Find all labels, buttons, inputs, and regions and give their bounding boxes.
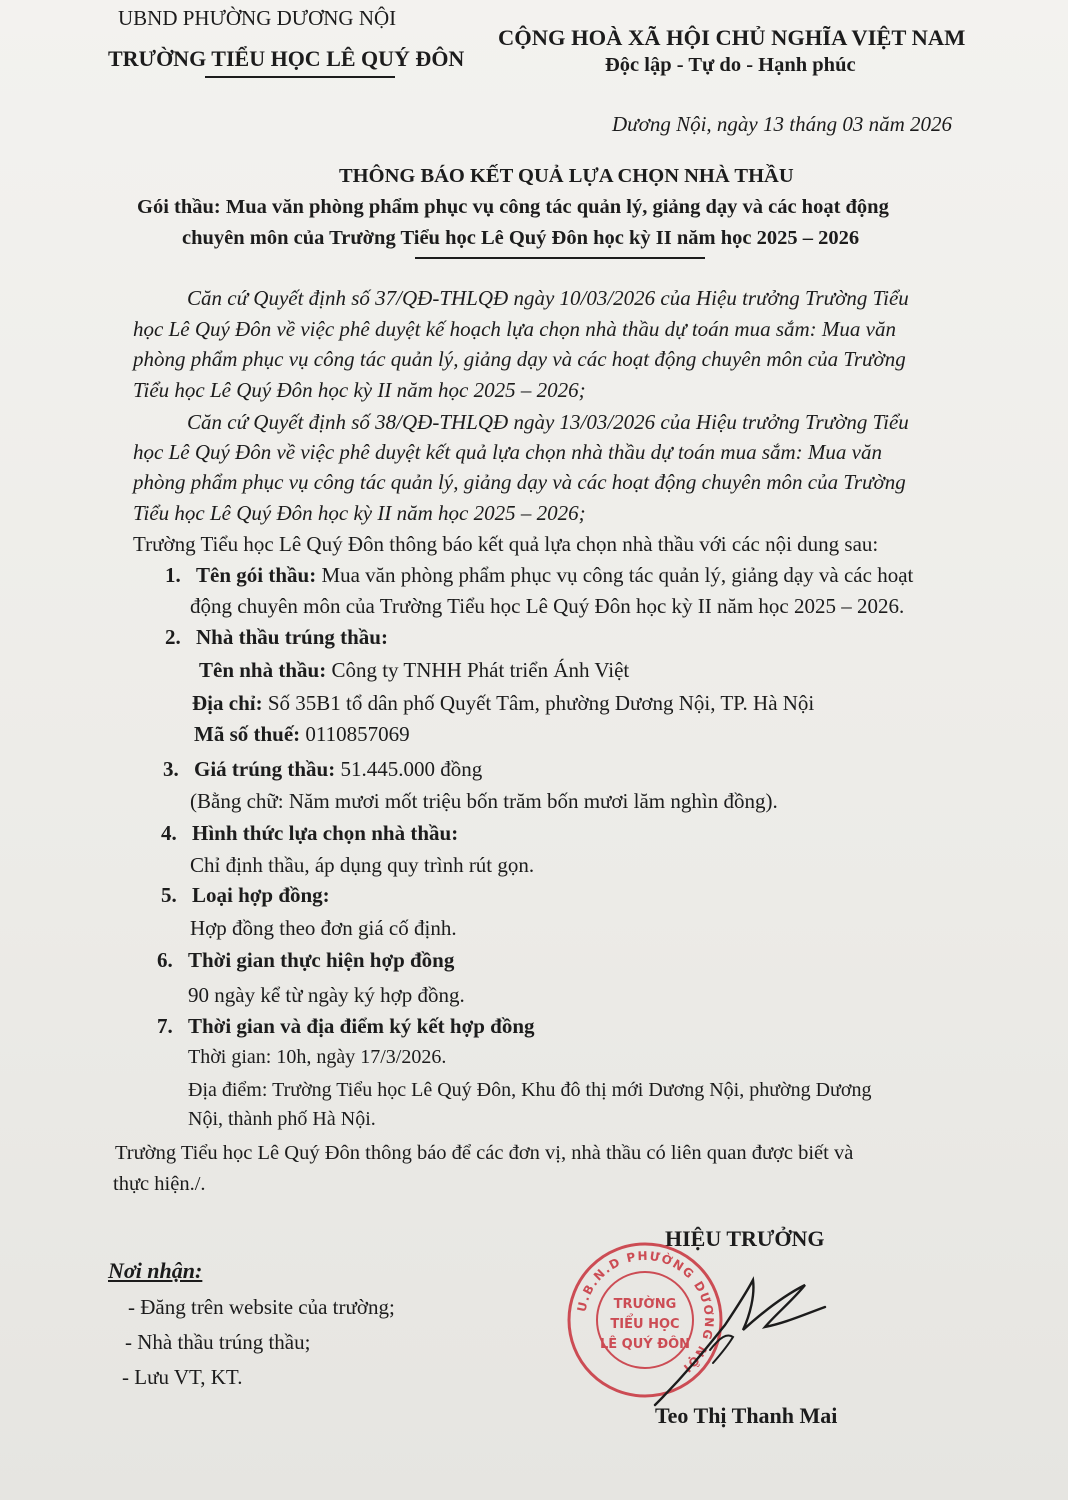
package-subtitle-line1: Gói thầu: Mua văn phòng phẩm phục vụ công tác quản lý, giảng dạy và các hoạt động <box>137 196 889 218</box>
item-continuation: Hợp đồng theo đơn giá cố định. <box>190 916 457 940</box>
basis-2-line: học Lê Quý Đôn về việc phê duyệt kết quả lựa chọn nhà thầu dự toán mua sắm: Mua văn <box>133 440 882 464</box>
contractor-name-label: Tên nhà thầu: <box>199 658 327 682</box>
item-number: 5. <box>161 883 177 907</box>
handwritten-signature <box>615 1255 845 1415</box>
signing-place-line1: Địa điểm: Trường Tiểu học Lê Quý Đôn, Khu đô thị mới Dương Nội, phường Dương <box>188 1079 872 1101</box>
closing-line2: thực hiện./. <box>113 1173 206 1195</box>
contractor-address: Số 35B1 tổ dân phố Quyết Tâm, phường Dương Nội, TP. Hà Nội <box>262 691 815 715</box>
seal-center-line: TIỂU HỌC <box>610 1317 680 1332</box>
item-number: 7. <box>157 1014 173 1038</box>
recipients-heading: Nơi nhận: <box>108 1258 203 1283</box>
document-title: THÔNG BÁO KẾT QUẢ LỰA CHỌN NHÀ THẦU <box>339 165 794 187</box>
item-label: Nhà thầu trúng thầu: <box>196 625 388 649</box>
nation-title: CỘNG HOÀ XÃ HỘI CHỦ NGHĨA VIỆT NAM <box>498 25 966 50</box>
list-item <box>157 948 454 973</box>
basis-2-line: Tiểu học Lê Quý Đôn học kỳ II năm học 2025 – 2026; <box>133 501 586 525</box>
signer-title: HIỆU TRƯỞNG <box>665 1226 825 1251</box>
item-text: Mua văn phòng phẩm phục vụ công tác quản lý, giảng dạy và các hoạt <box>316 563 914 587</box>
item-label: Thời gian thực hiện hợp đồng <box>188 948 455 972</box>
agency-name: UBND PHƯỜNG DƯƠNG NỘI <box>118 6 397 30</box>
item-label: Hình thức lựa chọn nhà thầu: <box>192 821 459 845</box>
list-item <box>157 1014 535 1039</box>
recipient-item: - Nhà thầu trúng thầu; <box>125 1330 311 1354</box>
basis-1-line: phòng phẩm phục vụ công tác quản lý, giảng dạy và các hoạt động chuyên môn của Trường <box>133 347 906 371</box>
tax-code-label: Mã số thuế: <box>194 722 301 746</box>
signing-place-line2: Nội, thành phố Hà Nội. <box>188 1108 376 1130</box>
signing-time: Thời gian: 10h, ngày 17/3/2026. <box>188 1046 447 1068</box>
item-continuation: Chỉ định thầu, áp dụng quy trình rút gọn. <box>190 853 535 877</box>
item-label: Thời gian và địa điểm ký kết hợp đồng <box>188 1014 535 1038</box>
list-item <box>161 883 330 908</box>
contractor-tax-row <box>194 722 410 747</box>
recipient-item: - Lưu VT, KT. <box>122 1365 243 1389</box>
tax-code: 0110857069 <box>300 722 410 746</box>
item-continuation: 90 ngày kể từ ngày ký hợp đồng. <box>188 983 465 1007</box>
recipient-item: - Đăng trên website của trường; <box>128 1295 395 1319</box>
seal-center-line: LÊ QUÝ ĐÔN <box>599 1337 691 1352</box>
school-name: TRƯỜNG TIỂU HỌC LÊ QUÝ ĐÔN <box>108 46 465 71</box>
item-number: 6. <box>157 948 173 972</box>
contractor-address-label: Địa chỉ: <box>192 691 263 715</box>
contractor-name: Công ty TNHH Phát triển Ánh Việt <box>326 658 630 682</box>
item-text: 51.445.000 đồng <box>335 757 483 781</box>
basis-2-line: Căn cứ Quyết định số 38/QĐ-THLQĐ ngày 13/03/2026 của Hiệu trưởng Trường Tiểu <box>187 410 909 434</box>
item-number: 2. <box>165 625 181 649</box>
seal-center-line: TRƯỜNG <box>613 1297 677 1312</box>
package-subtitle-line2: chuyên môn của Trường Tiểu học Lê Quý Đôn học kỳ II năm học 2025 – 2026 <box>182 227 860 249</box>
item-continuation: (Bằng chữ: Năm mươi mốt triệu bốn trăm bốn mươi lăm nghìn đồng). <box>190 789 778 813</box>
item-number: 1. <box>165 563 181 587</box>
item-label: Giá trúng thầu: <box>194 757 336 781</box>
basis-1-line: Căn cứ Quyết định số 37/QĐ-THLQĐ ngày 10/03/2026 của Hiệu trưởng Trường Tiểu <box>187 286 909 310</box>
item-continuation: động chuyên môn của Trường Tiểu học Lê Quý Đôn học kỳ II năm học 2025 – 2026. <box>190 594 905 618</box>
header-left-underline <box>205 76 395 78</box>
list-item <box>163 757 482 782</box>
basis-1-line: học Lê Quý Đôn về việc phê duyệt kế hoạch lựa chọn nhà thầu dự toán mua sắm: Mua văn <box>133 317 896 341</box>
motto: Độc lập - Tự do - Hạnh phúc <box>605 54 856 76</box>
seal-ring-text: U.B.N.D PHƯỜNG DƯƠNG NỘI <box>574 1248 717 1377</box>
closing-line1: Trường Tiểu học Lê Quý Đôn thông báo để các đơn vị, nhà thầu có liên quan được biết và <box>115 1142 854 1164</box>
title-underline <box>415 257 705 259</box>
signature-stroke <box>655 1280 825 1405</box>
list-item <box>161 821 458 846</box>
intro-line: Trường Tiểu học Lê Quý Đôn thông báo kết quả lựa chọn nhà thầu với các nội dung sau: <box>133 532 879 556</box>
item-number: 4. <box>161 821 177 845</box>
contractor-address-row <box>192 691 814 716</box>
list-item <box>165 625 388 650</box>
item-label: Tên gói thầu: <box>196 563 317 587</box>
date-line: Dương Nội, ngày 13 tháng 03 năm 2026 <box>612 112 952 136</box>
list-item <box>165 563 913 588</box>
item-number: 3. <box>163 757 179 781</box>
basis-1-line: Tiểu học Lê Quý Đôn học kỳ II năm học 2025 – 2026; <box>133 378 586 402</box>
contractor-name-row <box>199 658 629 683</box>
item-label: Loại hợp đồng: <box>192 883 330 907</box>
basis-2-line: phòng phẩm phục vụ công tác quản lý, giảng dạy và các hoạt động chuyên môn của Trường <box>133 470 906 494</box>
signer-name: Teo Thị Thanh Mai <box>655 1403 838 1428</box>
